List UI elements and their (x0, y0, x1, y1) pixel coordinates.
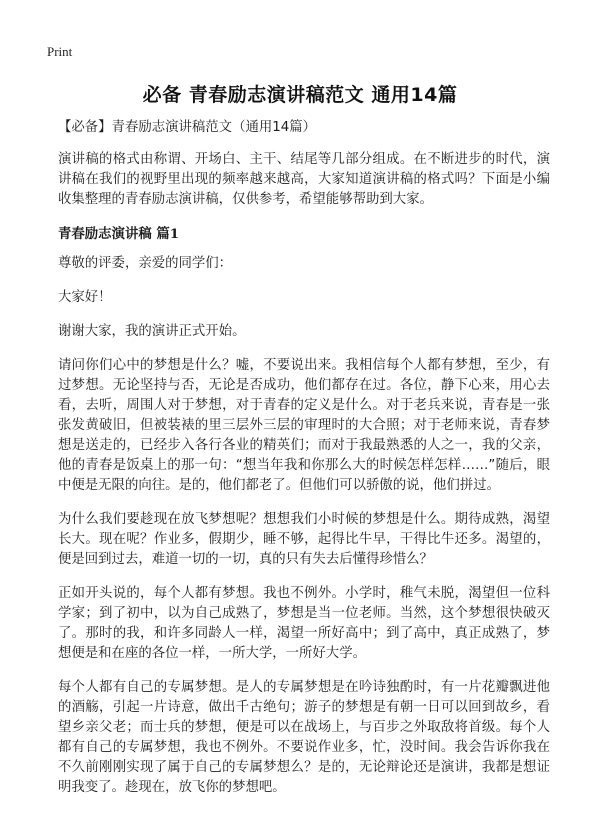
greeting-paragraph: 大家好！ (58, 290, 112, 305)
body-paragraph: 为什么我们要趁现在放飞梦想呢？想想我们小时候的梦想是什么。期待成熟，渴望长大。现在呢？作业多，假期少，睡不够，起得比牛早，干得比牛还多。渴望的，便是回到过去，难道一切的一切，真的只有失去后懂得珍惜么？ (58, 512, 550, 567)
document-body (58, 118, 550, 812)
body-paragraph: 每个人都有自己的专属梦想。是人的专属梦想是在吟诗独酌时，有一片花瓣飘进他的酒觞，引起一片诗意，做出千古绝句；游子的梦想是有朝一日可以回到故乡，看望乡亲父老；而士兵的梦想，便是可以在战场上，与百步之外取敌将首级。每个人都有自己的专属梦想，我也不例外。不要说作业多，忙，没时间。我会告诉你我在不久前刚刚实现了属于自己的专属梦想么？是的，无论辩论还是演讲，我都是想证明我变了。趁现在，放飞你的梦想吧。 (58, 680, 550, 795)
section-heading: 青春励志演讲稿 篇1 (58, 226, 180, 242)
body-paragraph: 正如开头说的，每个人都有梦想。我也不例外。小学时，稚气未脱，渴望但一位科学家；到了初中，以为自己成熟了，梦想是当一位老师。当然，这个梦想很快破灭了。那时的我，和许多同龄人一样，渴望一所好高中；到了高中，真正成熟了，梦想便是和在座的各位一样，一所大学，一所好大学。 (58, 586, 550, 661)
intro-paragraph: 演讲稿的格式由称谓、开场白、主干、结尾等几部分组成。在不断进步的时代，演讲稿在我们的视野里出现的频率越来越高，大家知道演讲稿的格式吗？下面是小编收集整理的青春励志演讲稿，仅供参考，希望能够帮助到大家。 (58, 152, 550, 207)
salutation-paragraph: 尊敬的评委，亲爱的同学们： (58, 256, 233, 271)
print-label: Print (47, 44, 73, 59)
document-subtitle: 【必备】青春励志演讲稿范文（通用14篇） (58, 120, 317, 135)
document-title: 必备 青春励志演讲稿范文 通用14篇 (142, 84, 458, 106)
opening-paragraph: 谢谢大家，我的演讲正式开始。 (58, 324, 246, 339)
body-paragraph: 请问你们心中的梦想是什么？嘘，不要说出来。我相信每个人都有梦想，至少，有过梦想。无论坚持与否，无论是否成功，他们都存在过。各位，静下心来，用心去看，去听，周围人对于梦想，对于青春的定义是什么。对于老兵来说，青春是一张张发黄破旧，但被装裱的里三层外三层的审理时的大合照；对于老师来说，青春梦想是送走的，已经步入各行各业的精英们；而对于我最熟悉的人之一，我的父亲，他的青春是饭桌上的那一句：“想当年我和你那么大的时候怎样怎样……”随后，眼中便是无限的向往。是的，他们都老了。但他们可以骄傲的说，他们拼过。 (58, 358, 550, 493)
